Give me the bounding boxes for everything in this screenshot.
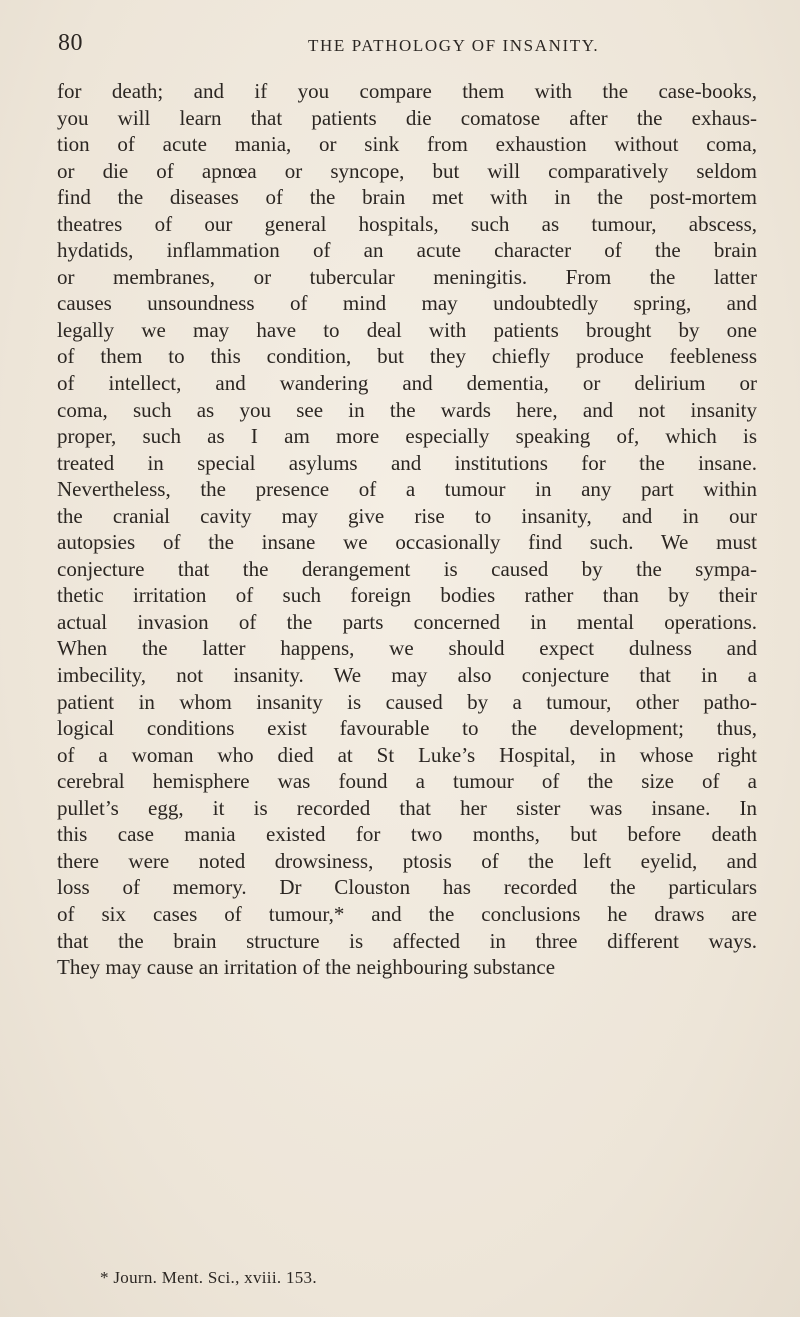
text-line: actual invasion of the parts concerned in mental operations. (57, 609, 757, 634)
text-line: this case mania existed for two months, but before death (57, 822, 757, 847)
text-line: coma, such as you see in the wards here, and not insanity (57, 397, 757, 422)
text-line: that the brain structure is affected in three different ways. (57, 928, 757, 953)
text-line: pullet’s egg, it is recorded that her sister was insane. In (57, 795, 757, 820)
text-line: proper, such as I am more especially speaking of, which is (57, 424, 757, 449)
text-line: or membranes, or tubercular meningitis. From the latter (57, 264, 757, 289)
text-line: of intellect, and wandering and dementia, or delirium or (57, 371, 757, 396)
text-line: Nevertheless, the presence of a tumour in any part within (57, 477, 757, 502)
text-line: there were noted drowsiness, ptosis of the left eyelid, and (57, 848, 757, 873)
text-line: treated in special asylums and institutions for the insane. (57, 450, 757, 475)
page-number: 80 (58, 30, 83, 56)
text-line: When the latter happens, we should expect dulness and (57, 636, 757, 661)
text-line: They may cause an irritation of the neighbouring substance (57, 955, 556, 980)
text-line: patient in whom insanity is caused by a tumour, other patho- (57, 689, 757, 714)
text-line: causes unsoundness of mind may undoubtedly spring, and (57, 291, 757, 316)
text-line: hydatids, inflammation of an acute character of the brain (57, 238, 757, 263)
text-line: you will learn that patients die comatose after the exhaus- (57, 105, 757, 130)
text-line: theatres of our general hospitals, such as tumour, abscess, (57, 211, 757, 236)
text-line: conjecture that the derangement is caused by the sympa- (57, 556, 757, 581)
running-head (58, 30, 758, 60)
text-line: find the diseases of the brain met with in the post-mortem (57, 185, 757, 210)
text-line: tion of acute mania, or sink from exhaustion without coma, (57, 132, 757, 157)
text-line: legally we may have to deal with patients brought by one (57, 317, 757, 342)
footnote: * Journ. Ment. Sci., xviii. 153. (100, 1268, 317, 1287)
text-line: the cranial cavity may give rise to insanity, and in our (57, 503, 757, 528)
text-line: of a woman who died at St Luke’s Hospital, in whose right (57, 742, 757, 767)
text-line: of them to this condition, but they chiefly produce feebleness (57, 344, 757, 369)
text-line: or die of apnœa or syncope, but will comparatively seldom (57, 158, 757, 183)
running-title: THE PATHOLOGY OF INSANITY. (308, 36, 600, 55)
text-line: logical conditions exist favourable to the development; thus, (57, 716, 757, 741)
text-line: cerebral hemisphere was found a tumour of the size of a (57, 769, 757, 794)
body-text (57, 78, 757, 981)
text-line: thetic irritation of such foreign bodies rather than by their (57, 583, 757, 608)
text-line: imbecility, not insanity. We may also conjecture that in a (57, 663, 757, 688)
text-line: autopsies of the insane we occasionally find such. We must (57, 530, 757, 555)
text-line: for death; and if you compare them with the case-books, (57, 79, 757, 103)
text-line: of six cases of tumour,* and the conclusions he draws are (57, 901, 757, 926)
text-line: loss of memory. Dr Clouston has recorded the particulars (57, 875, 757, 900)
